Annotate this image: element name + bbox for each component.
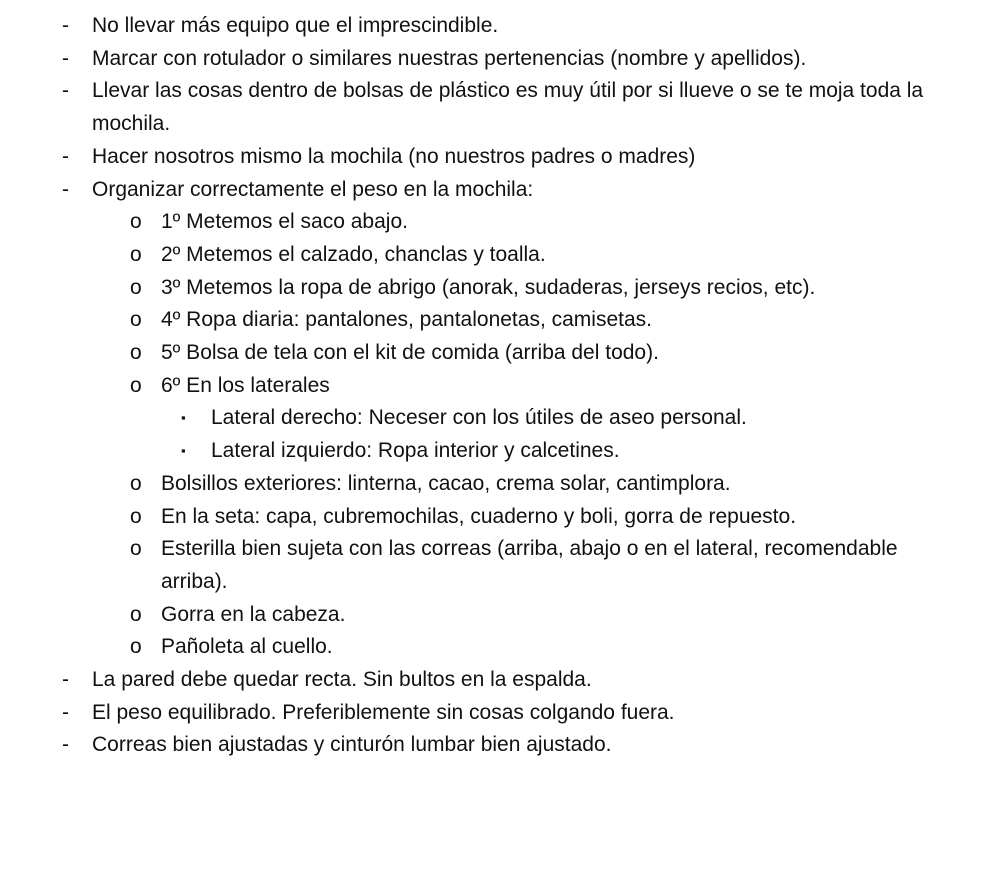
list-item-text: 5º Bolsa de tela con el kit de comida (arriba del todo). [161,341,659,365]
circle-bullet: o [130,602,142,626]
circle-bullet: o [130,210,142,234]
list-item-text: Gorra en la cabeza. [161,602,346,626]
sub-list-item [0,239,988,272]
square-bullet: ▪ [181,443,186,459]
list-item-text: Lateral izquierdo: Ropa interior y calcetines. [211,439,620,463]
sub-list-item [0,631,988,664]
dash-bullet: - [62,14,69,37]
list-item [0,141,988,174]
list-item-text: Bolsillos exteriores: linterna, cacao, crema solar, cantimplora. [161,471,731,495]
dash-bullet: - [62,79,69,103]
dash-bullet: - [62,733,69,757]
sub-sub-list-item [0,435,988,468]
sub-list-item [0,337,988,370]
list-item-text: 6º En los laterales [161,373,330,397]
list-item-text: 1º Metemos el saco abajo. [161,210,408,234]
list-item [0,174,988,207]
dash-bullet: - [62,177,69,201]
dash-bullet: - [62,700,69,724]
circle-bullet: o [130,635,142,659]
sub-list-item [0,501,988,534]
list-item-text: Correas bien ajustadas y cinturón lumbar bien ajustado. [92,733,612,757]
list-item-text: Hacer nosotros mismo la mochila (no nuestros padres o madres) [92,144,696,168]
list-item-text: El peso equilibrado. Preferiblemente sin cosas colgando fuera. [92,700,675,724]
list-item [0,43,988,76]
list-item-text: No llevar más equipo que el imprescindible. [92,14,499,37]
list-item-text: 4º Ropa diaria: pantalones, pantalonetas, camisetas. [161,308,652,332]
sub-sub-list-item [0,402,988,435]
list-item [0,729,988,762]
circle-bullet: o [130,471,142,495]
sub-list-item [0,206,988,239]
list-item [0,697,988,730]
list-item-text: La pared debe quedar recta. Sin bultos en la espalda. [92,668,592,692]
circle-bullet: o [130,373,142,397]
sub-list-item [0,370,988,403]
sub-list-item [0,533,988,598]
circle-bullet: o [130,275,142,299]
circle-bullet: o [130,504,142,528]
list-item-text: Llevar las cosas dentro de bolsas de plástico es muy útil por si llueve o se te moja toda la mochila. [92,79,924,136]
list-item-text: Lateral derecho: Neceser con los útiles de aseo personal. [211,406,747,430]
list-item-text: Organizar correctamente el peso en la mochila: [92,177,534,201]
sub-list-item [0,468,988,501]
list-item-text: Marcar con rotulador o similares nuestras pertenencias (nombre y apellidos). [92,46,807,70]
circle-bullet: o [130,537,142,561]
list-item [0,664,988,697]
list-item-text: En la seta: capa, cubremochilas, cuaderno y boli, gorra de repuesto. [161,504,797,528]
dash-bullet: - [62,46,69,70]
circle-bullet: o [130,242,142,266]
document-page [0,10,988,762]
sub-list-item [0,599,988,632]
list-item [0,75,988,140]
square-bullet: ▪ [181,410,186,426]
list-item-text: 3º Metemos la ropa de abrigo (anorak, sudaderas, jerseys recios, etc). [161,275,816,299]
circle-bullet: o [130,308,142,332]
dash-bullet: - [62,144,69,168]
sub-list-item [0,272,988,305]
list-item-text: 2º Metemos el calzado, chanclas y toalla. [161,242,546,266]
circle-bullet: o [130,341,142,365]
sub-list-item [0,304,988,337]
list-item-text: Pañoleta al cuello. [161,635,333,659]
list-item [0,10,988,43]
dash-bullet: - [62,668,69,692]
list-item-text: Esterilla bien sujeta con las correas (arriba, abajo o en el lateral, recomendable arriba). [161,537,898,593]
